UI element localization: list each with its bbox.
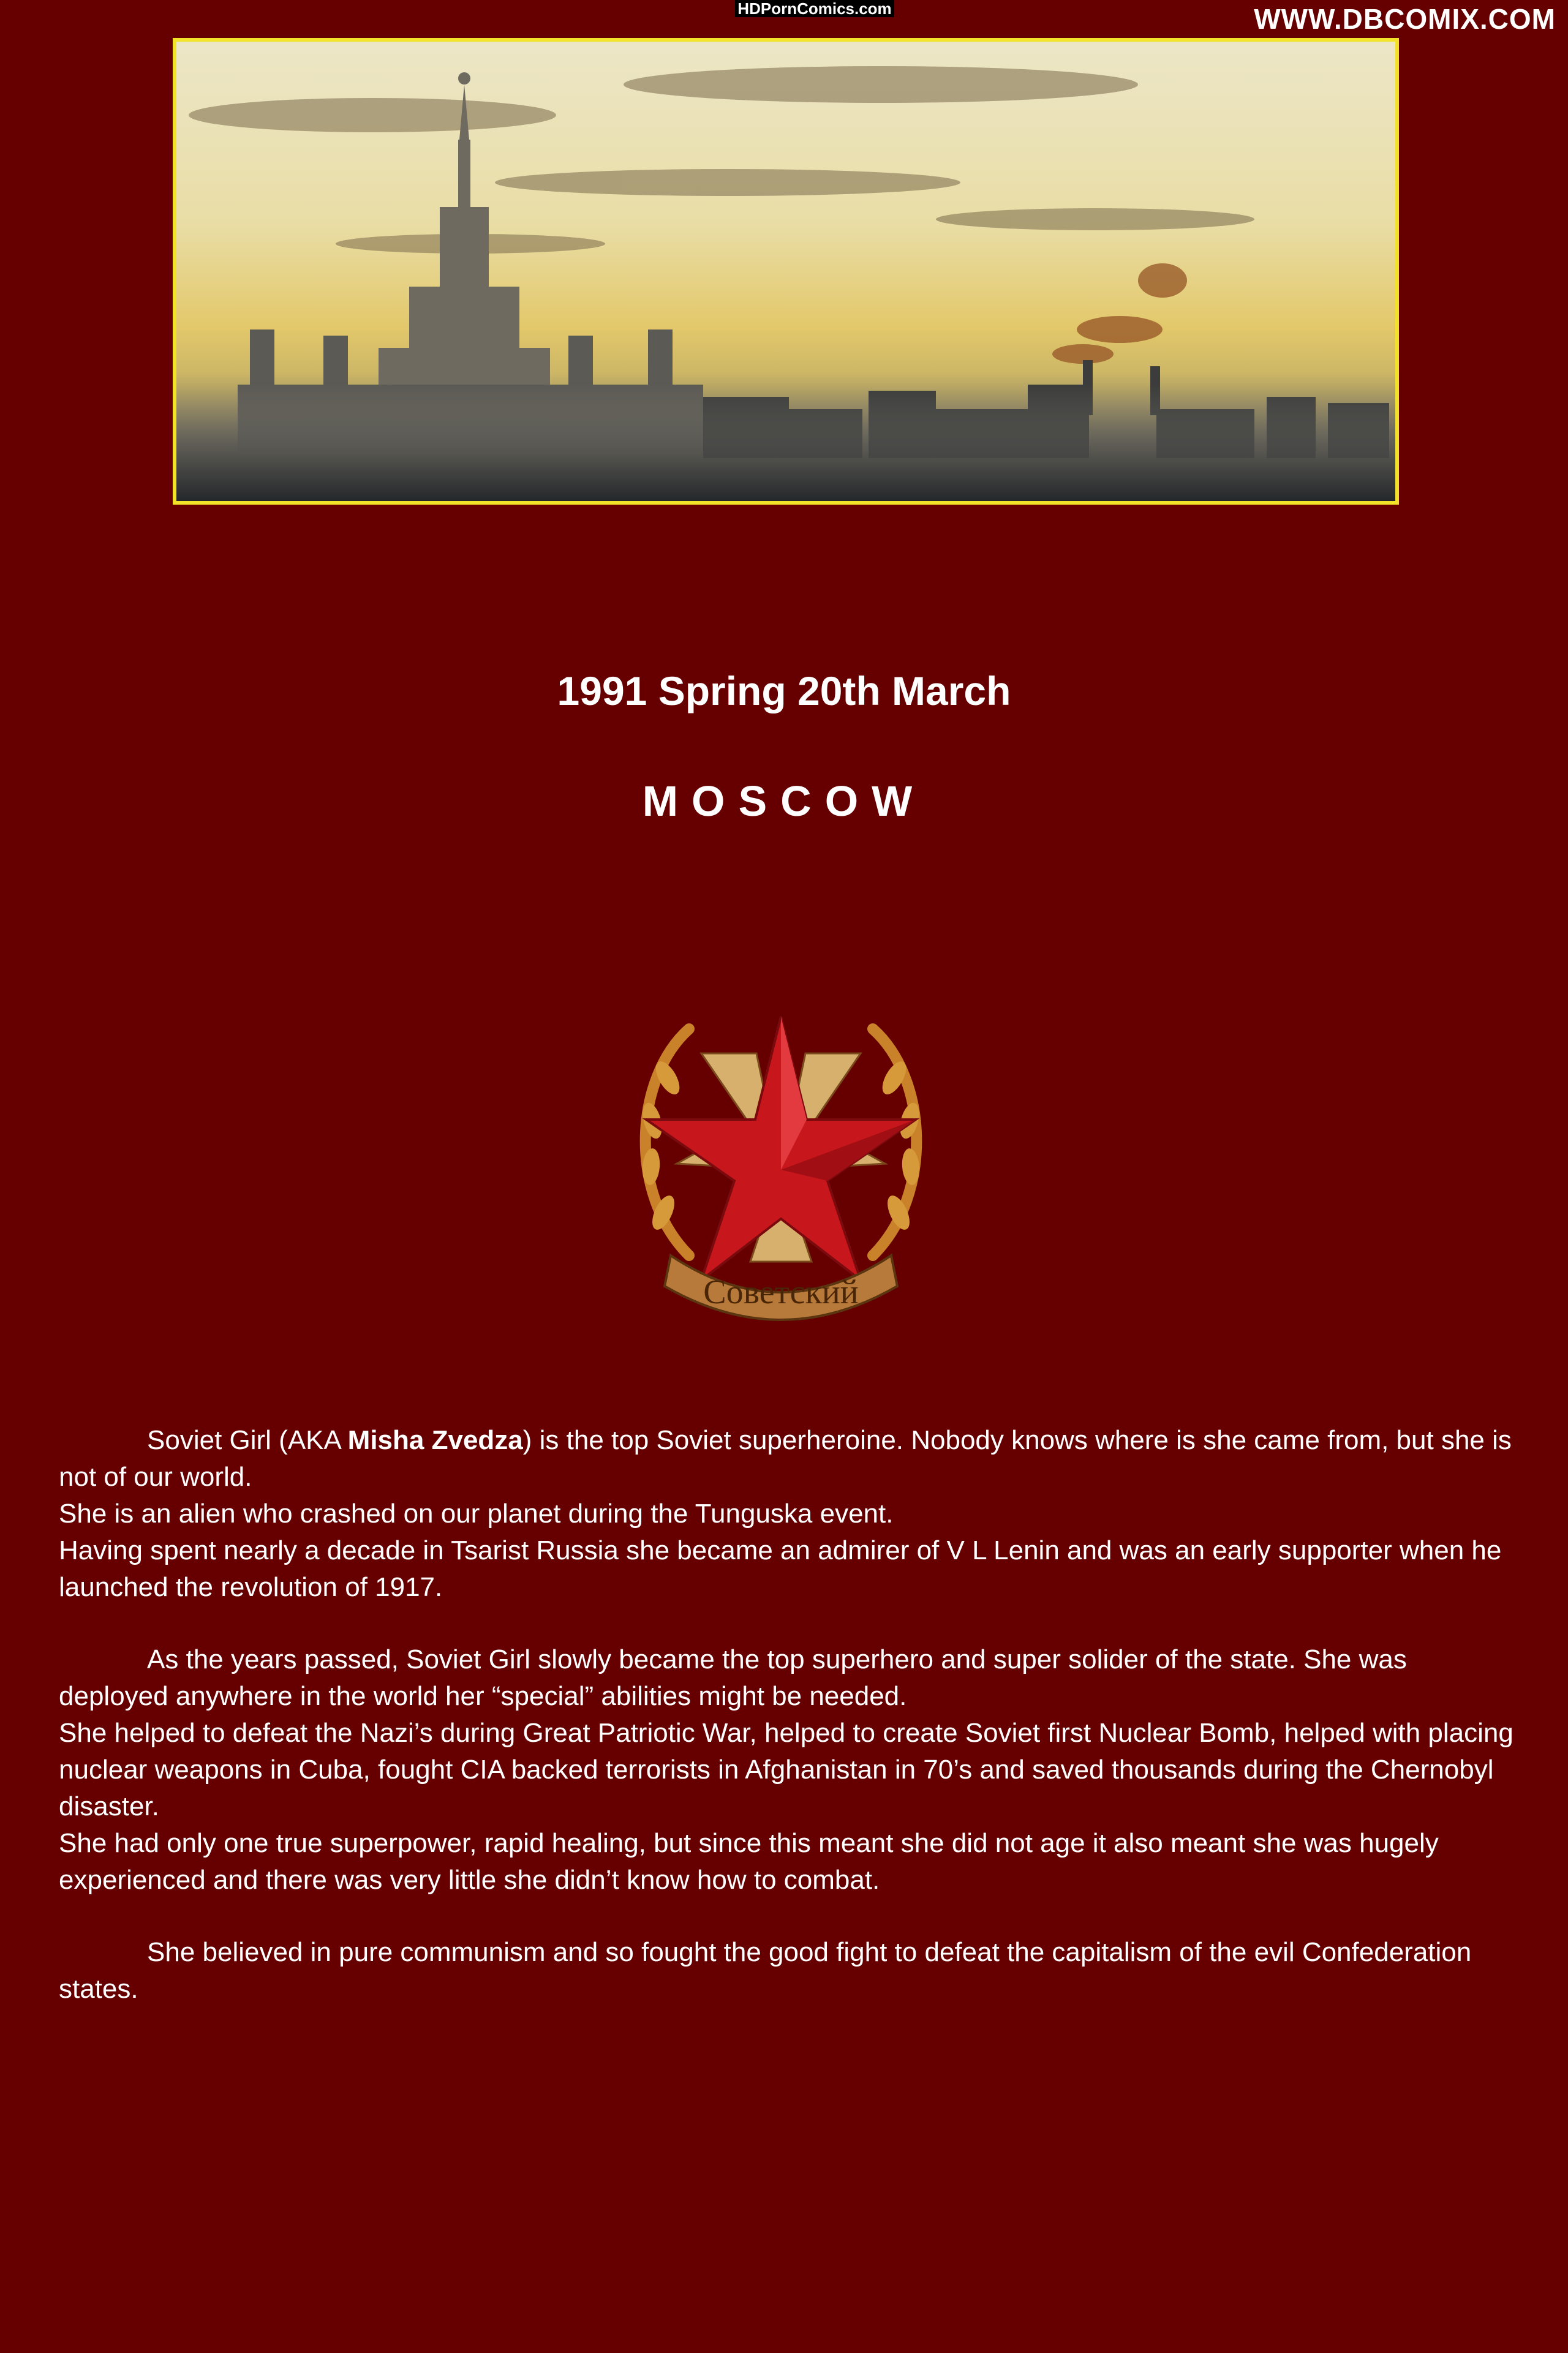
site-watermark: WWW.DBCOMIX.COM [1254, 3, 1556, 35]
story-paragraph-2 [59, 1641, 1517, 1899]
city-heading: MOSCOW [642, 777, 926, 825]
p3-line1: She believed in pure communism and so fought the good fight to defeat the capitalism of the evil Confederation states. [59, 1937, 1472, 2004]
p2-line2: She helped to defeat the Nazi’s during Great Patriotic War, helped to create Soviet first Nuclear Bomb, helped with placing nuclear weapons in Cuba, fought CIA backed terrorists in Afghanistan in 70’s and saved thousands during the Chernobyl disaster. [59, 1718, 1513, 1821]
moscow-skyline-banner [173, 38, 1399, 505]
p1-lead: Soviet Girl (AKA [147, 1425, 348, 1455]
story-text [59, 1422, 1517, 2043]
p1-line3: Having spent nearly a decade in Tsarist Russia she became an admirer of V L Lenin and was an early supporter when he launched the revolution of 1917. [59, 1535, 1502, 1602]
p1-line2: She is an alien who crashed on our planet during the Tunguska event. [59, 1499, 894, 1529]
p2-line3: She had only one true superpower, rapid healing, but since this meant she did not age it also meant she was hugely experienced and there was very little she didn’t know how to combat. [59, 1828, 1439, 1895]
hero-name: Misha Zvedza [347, 1425, 523, 1455]
p1-rest: ) is the top Soviet superheroine. Nobody knows where is she came from, but she is not of our world. [59, 1425, 1512, 1492]
story-paragraph-3 [59, 1934, 1517, 2008]
emblem-illustration [609, 1011, 952, 1341]
p2-line1: As the years passed, Soviet Girl slowly became the top superhero and super solider of the state. She was deployed anywhere in the world her “special” abilities might be needed. [59, 1644, 1407, 1711]
emblem-ribbon-text: Советский [703, 1273, 859, 1311]
top-watermark: HDPornComics.com [735, 0, 894, 17]
skyline-illustration [176, 42, 1395, 501]
story-paragraph-1 [59, 1422, 1517, 1606]
soviet-star-emblem [609, 1011, 952, 1341]
date-heading: 1991 Spring 20th March [557, 668, 1011, 713]
